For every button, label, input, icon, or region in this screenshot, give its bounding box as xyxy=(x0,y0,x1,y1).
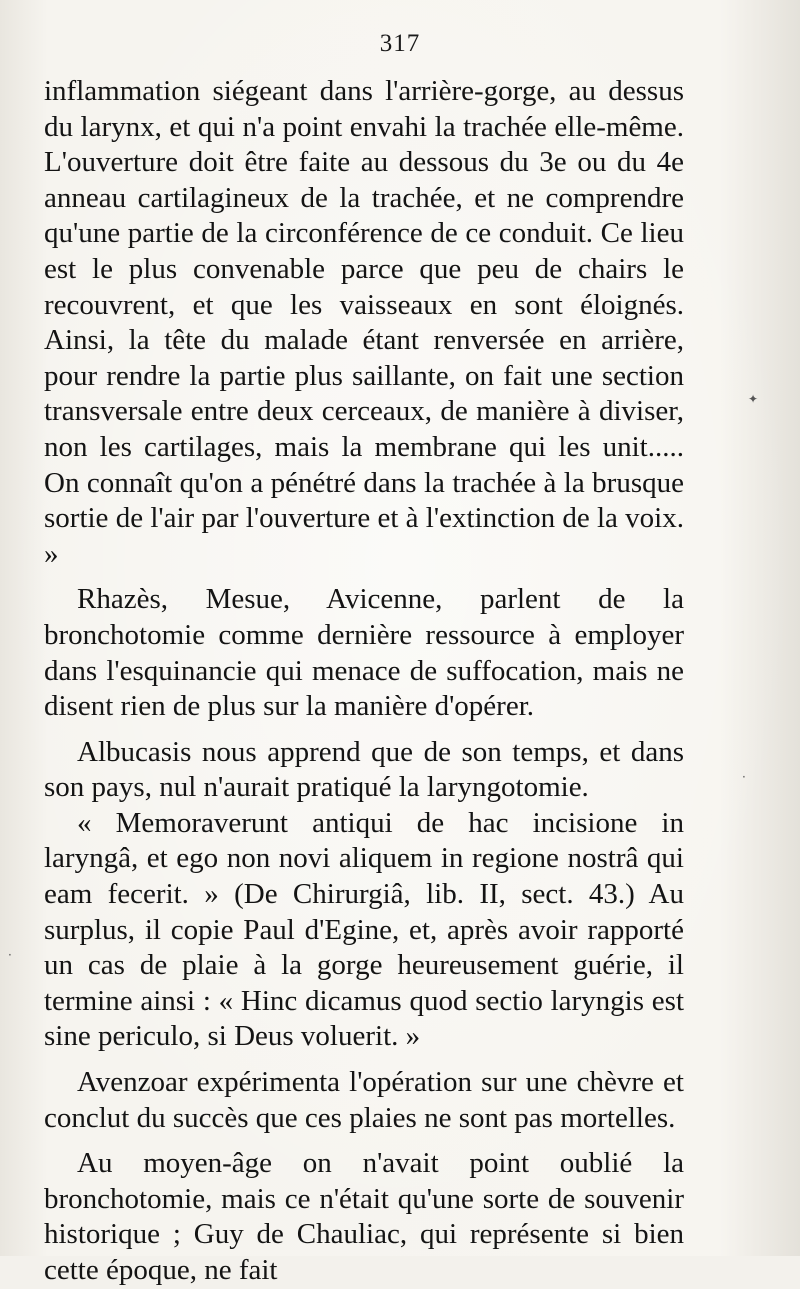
ink-speck: ✦ xyxy=(748,392,759,406)
page-number: 317 xyxy=(379,30,421,57)
paragraph-albucasis: Albucasis nous apprend que de son temps, et dans son pays, nul n'aurait pratiqué la laryngotomie. xyxy=(44,735,684,804)
paragraph-moyen-age: Au moyen-âge on n'avait point oublié la bronchotomie, mais ce n'était qu'une sorte de souvenir historique ; Guy de Chauliac, qui représente si bien cette époque, ne fait xyxy=(44,1147,684,1286)
paragraph-avenzoar: Avenzoar expérimenta l'opération sur une chèvre et conclut du succès que ces plaies ne sont pas mortelles. xyxy=(44,1066,684,1134)
paragraph-rhazes: Rhazès, Mesue, Avicenne, parlent de la bronchotomie comme dernière ressource à employer dans l'esquinancie qui menace de suffocation, mais ne disent rien de plus sur la manière d'opérer. xyxy=(44,583,684,723)
page-body xyxy=(44,74,684,1289)
paragraph-latin-quote: « Memoraverunt antiqui de hac incisione in laryngâ, et ego non novi aliquem in regione nostrâ qui eam fecerit. » (De Chirurgiâ, lib. II, sect. 43.) Au surplus, il copie Paul d'Egine, et, après avoir rapporté un cas de plaie à la gorge heureusement guérie, il termine ainsi : « Hinc dicamus quod sectio laryngis est sine periculo, si Deus voluerit. » xyxy=(44,806,684,1053)
paragraph-tracheotomy-procedure: inflammation siégeant dans l'arrière-gorge, au dessus du larynx, et qui n'a point envahi la trachée elle-même. L'ouverture doit être faite au dessous du 3e ou du 4e anneau cartilagineux de la trachée, et ne comprendre qu'une partie de la circonférence de ce conduit. Ce lieu est le plus convenable parce que peu de chairs le recouvrent, et que les vaisseaux en sont éloignés. Ainsi, la tête du malade étant renversée en arrière, pour rendre la partie plus saillante, on fait une section transversale entre deux cerceaux, de manière à diviser, non les cartilages, mais la membrane qui les unit..... On connaît qu'on a pénétré dans la trachée à la brusque sortie de l'air par l'ouverture et à l'extinction de la voix. » xyxy=(44,75,684,570)
ink-speck: · xyxy=(8,948,12,962)
ink-speck: · xyxy=(742,770,746,784)
